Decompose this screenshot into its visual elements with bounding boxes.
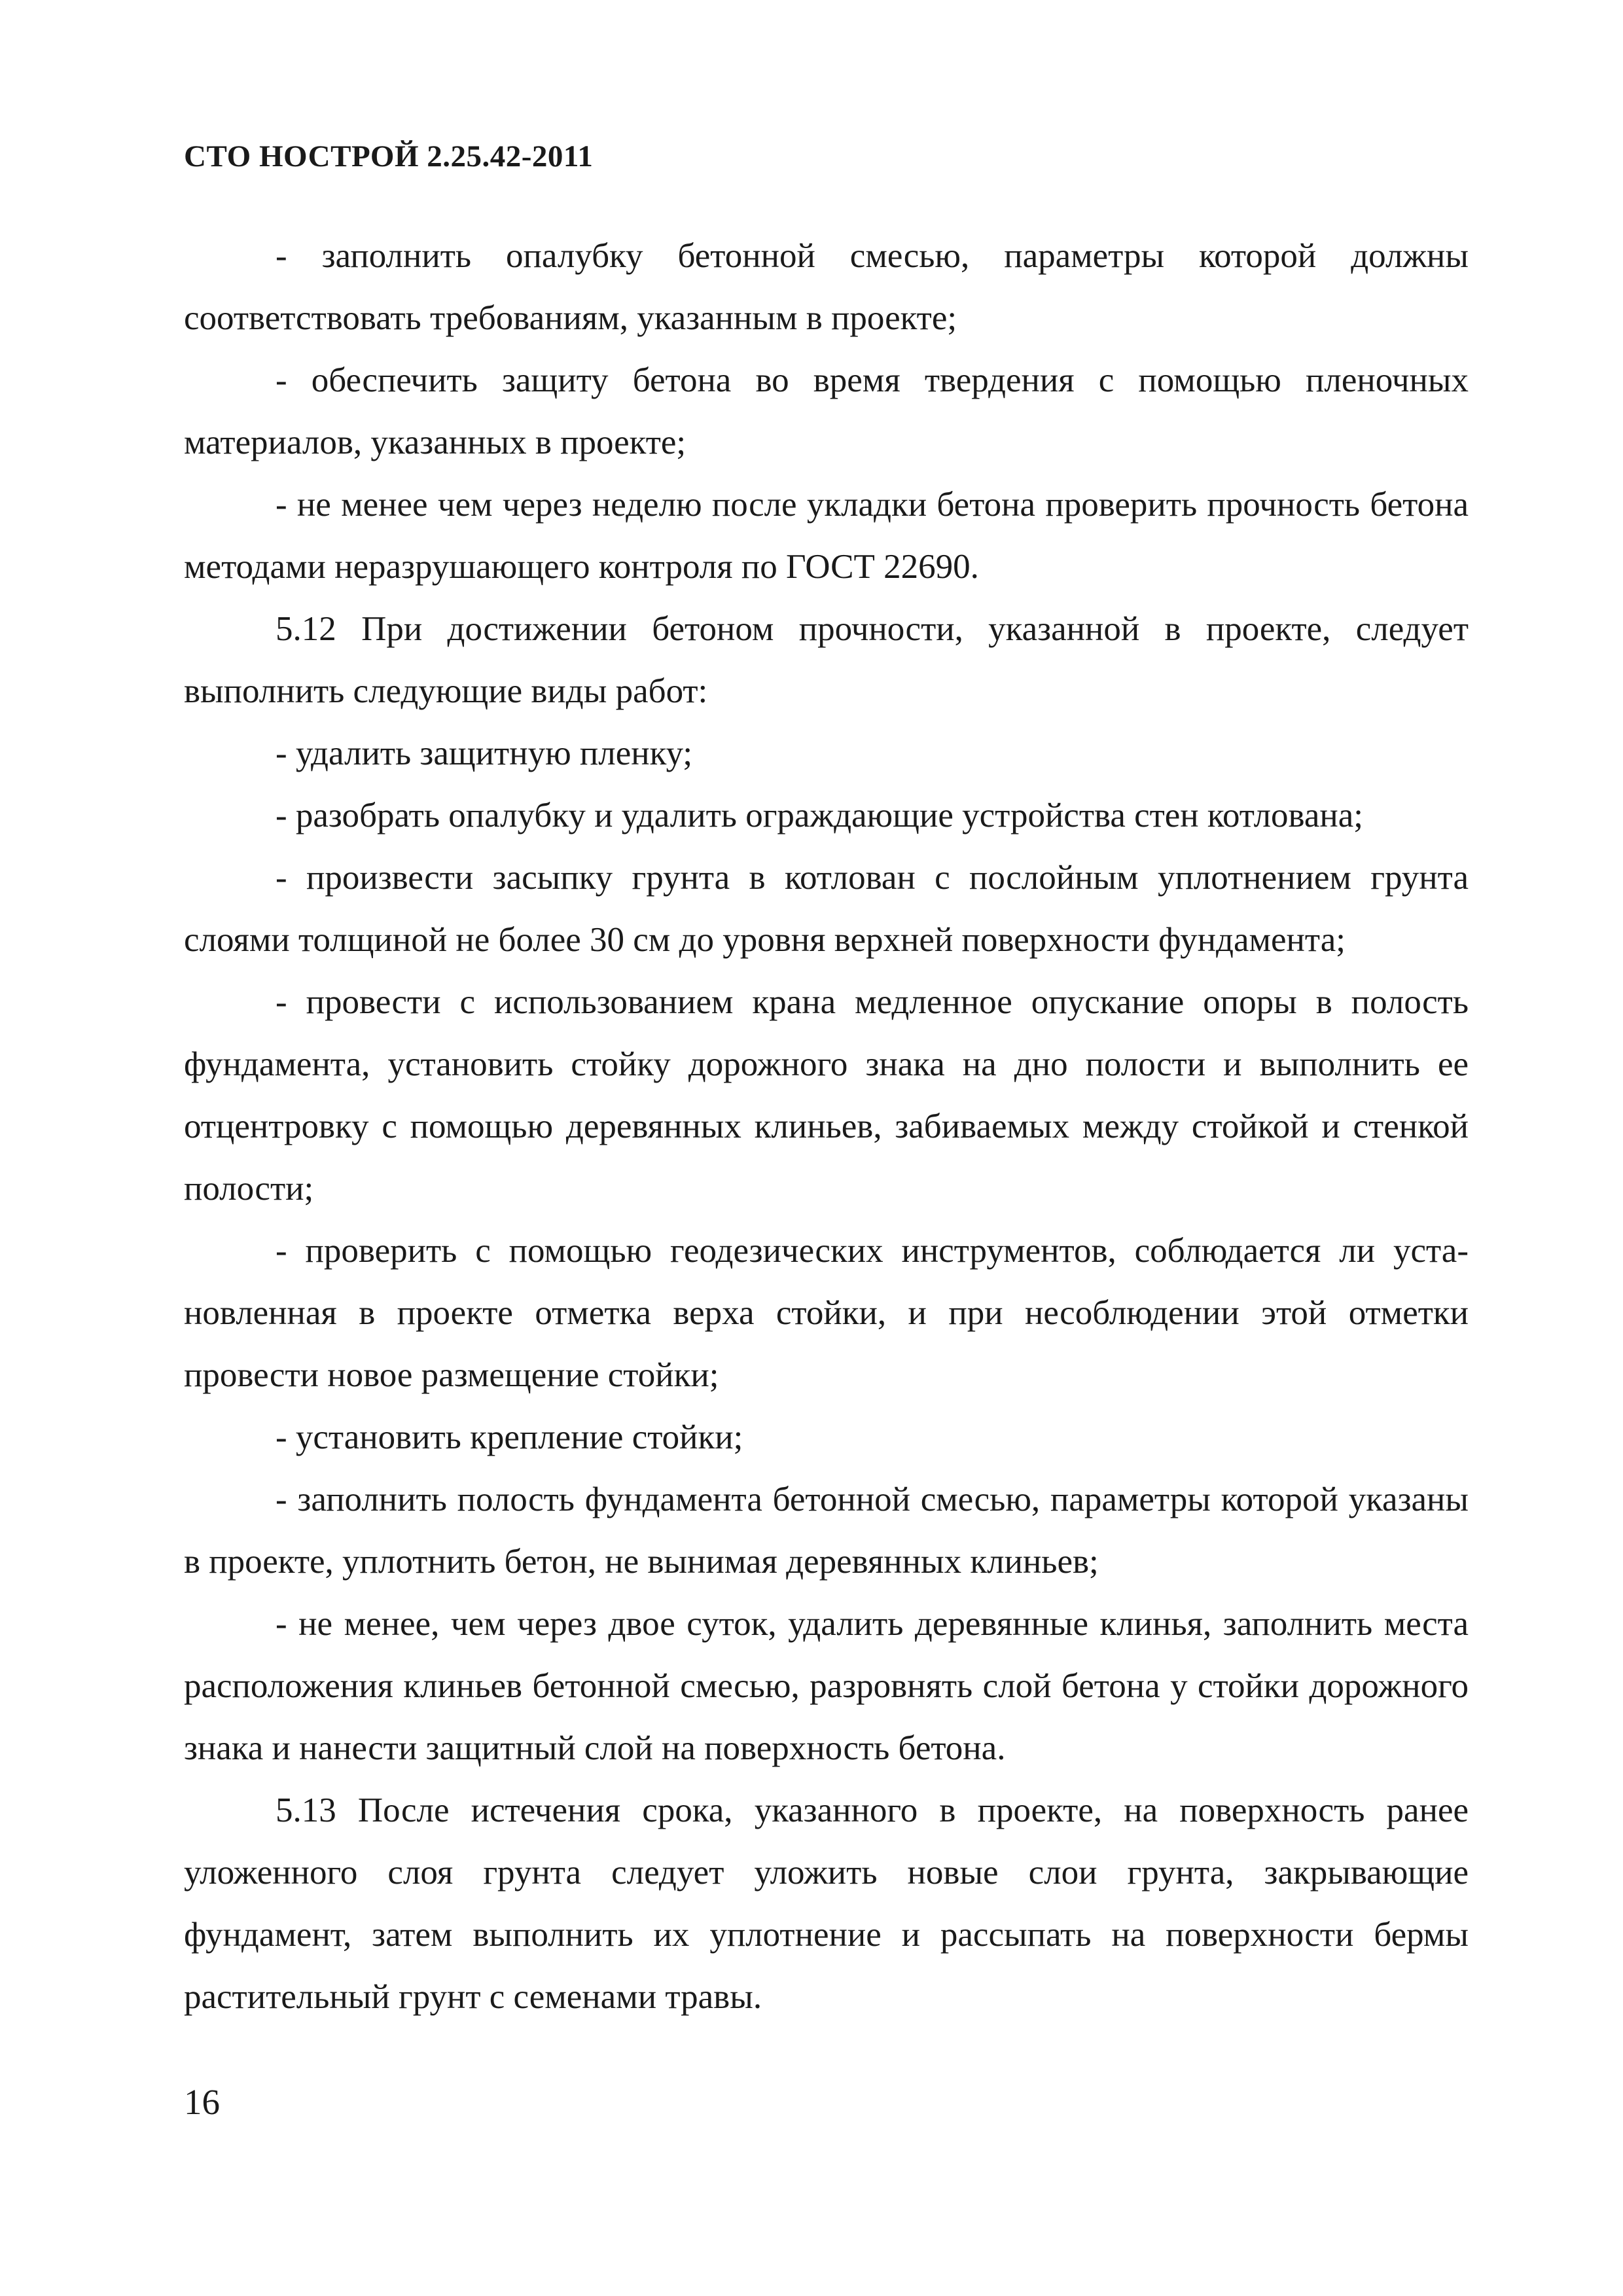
paragraph: - не менее, чем через двое суток, удалить деревянные клинья, заполнить места расположения клиньев бетонной смесью, разровнять слой бетона у стойки дорожного знака и нанести защитный слой на поверхность бетона. — [184, 1605, 1469, 1767]
paragraph: - обеспечить защиту бетона во время твердения с помощью пленочных материалов, указанных в проекте; — [184, 361, 1469, 461]
paragraph: - разобрать опалубку и удалить ограждающие устройства стен котлована; — [276, 797, 1364, 834]
document-body — [184, 225, 1469, 2028]
paragraph: - провести с использованием крана медленное опускание опоры в полость фундамента, установить стойку дорожного знака на дно полости и выполнить ее отцентровку с помощью деревянных клиньев, забиваемых между стойкой и стенкой полости; — [184, 983, 1469, 1208]
paragraph: - удалить защитную пленку; — [276, 734, 693, 772]
paragraph: - установить крепление стойки; — [276, 1418, 743, 1456]
paragraph: - заполнить опалубку бетонной смесью, параметры которой должны соответствовать требованиям, указанным в проекте; — [184, 237, 1469, 337]
paragraph: - произвести засыпку грунта в котлован с послойным уплотнением грунта слоями толщиной не более 30 см до уровня верхней поверхности фундамента; — [184, 859, 1469, 959]
document-header: СТО НОСТРОЙ 2.25.42-2011 — [184, 139, 594, 173]
paragraph: 5.13 После истечения срока, указанного в проекте, на поверхность ранее уложенного слоя грунта следует уложить новые слои грунта, закрывающие фундамент, затем выполнить их уплотнение и рассыпать на поверхности бермы растительный грунт с семенами травы. — [184, 1791, 1469, 2016]
paragraph: - не менее чем через неделю после укладки бетона проверить прочность бетона методами неразрушающего контроля по ГОСТ 22690. — [184, 486, 1469, 586]
paragraph: 5.12 При достижении бетоном прочности, указанной в проекте, следует выполнить следующие виды работ: — [184, 610, 1469, 710]
page-number: 16 — [184, 2082, 220, 2122]
paragraph: - заполнить полость фундамента бетонной смесью, параметры которой указаны в проекте, уплотнить бетон, не вынимая деревянных клиньев; — [184, 1480, 1469, 1581]
paragraph: - проверить с помощью геодезических инструментов, соблюдается ли установленная в проекте отметка верха стойки, и при несоблюдении этой отметки провести новое размещение стойки; — [184, 1232, 1469, 1394]
